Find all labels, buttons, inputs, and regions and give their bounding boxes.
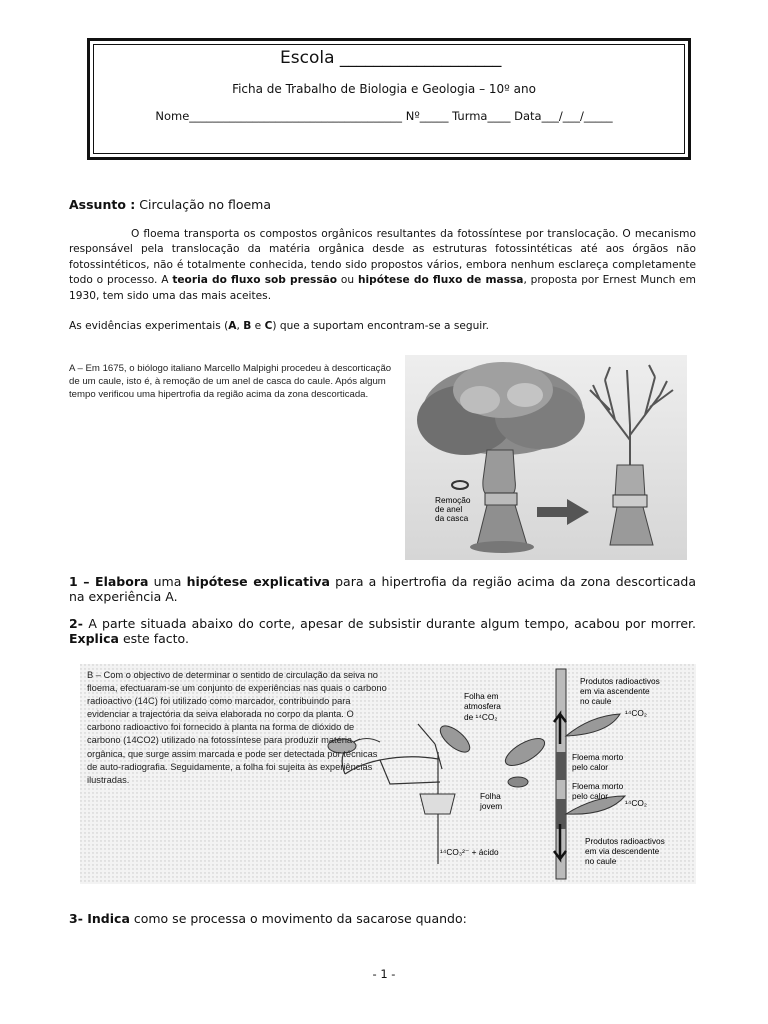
label-folha-em: Folha em [464, 691, 499, 701]
subject-line [69, 197, 271, 212]
label-prod-desc-3: no caule [585, 856, 617, 866]
label-co2-bottom: ¹⁴CO₂ [625, 798, 647, 808]
label-folha: Folha [480, 791, 501, 801]
q1-number: 1 – [69, 574, 96, 589]
q2-text-2: este facto. [118, 631, 189, 646]
label-prod-asc-1: Produtos radioactivos [580, 676, 660, 686]
figure-a-trees-illustration [405, 355, 687, 560]
figure-b-text: B – Com o objectivo de determinar o sentido de circulação da seiva no floema, efectuaram-se um conjunto de experiências nas quais o carbono radioactivo (14C) foi utilizado como marcador, contribuindo para evidenciar a trajectória da seiva elaborada no corpo da planta. O carbono radioactivo foi fornecido à planta na forma de dióxido de carbono (14CO2) utilizado na fotossíntese para produzir matéria orgânica, que surge assim marcada e pode ser detectada por técnicas de auto-radiografia. Seguidamente, a folha foi sujeita às experiências ilustradas. [87, 670, 387, 785]
q1-bold-2: hipótese explicativa [186, 574, 330, 589]
subject-label: Assunto : [69, 197, 136, 212]
figure-a-text: A – Em 1675, o biólogo italiano Marcello Malpighi procedeu à descorticação de um caule, isto é, à remoção de um anel de casca do caule. Após algum tempo verificou uma hipertrofia da região acima da zona descorticada. [69, 363, 392, 401]
ring-removal-label-2: de anel [435, 504, 463, 514]
label-prod-desc-1: Produtos radioactivos [585, 836, 665, 846]
evidence-b: B [243, 320, 252, 332]
page-number: - 1 - [372, 967, 396, 981]
question-1 [69, 574, 696, 604]
evidence-c: C [264, 320, 273, 332]
label-co2-top: ¹⁴CO₂ [625, 708, 647, 718]
evidence-text-2: ) que a suportam encontram-se a seguir. [272, 320, 489, 332]
label-prod-asc-2: em via ascendente [580, 686, 650, 696]
intro-bold-theory: teoria do fluxo sob pressão [172, 274, 338, 287]
label-jovem: jovem [480, 801, 503, 811]
label-floema-morto-1: Floema morto [572, 752, 624, 762]
intro-text-3: , proposta por Ernest Munch em 1930, tem sido uma das mais aceites. [69, 274, 696, 302]
evidence-a: A [228, 320, 237, 332]
label-floema-morto-4: pelo calor [572, 791, 608, 801]
school-field: Escola ___________________ [280, 48, 502, 68]
evidence-sep-1: , [236, 320, 244, 332]
ring-removal-label-1: Remoção [435, 495, 471, 505]
label-de14co2: de ¹⁴CO₂ [464, 712, 498, 722]
evidence-line [69, 320, 489, 332]
q2-number: 2- [69, 616, 89, 631]
q3-text-1: como se processa o movimento da sacarose quando: [129, 911, 467, 926]
worksheet-title: Ficha de Trabalho de Biologia e Geologia – 10º ano [232, 82, 536, 96]
label-atmosfera: atmosfera [464, 701, 501, 711]
label-floema-morto-3: Floema morto [572, 781, 624, 791]
q1-text-1: uma [148, 574, 187, 589]
q1-bold-1: Elabora [95, 574, 149, 589]
q2-text-1: A parte situada abaixo do corte, apesar de subsistir durante algum tempo, acabou por morrer. [88, 616, 696, 631]
ring-removal-label-3: da casca [435, 513, 469, 523]
young-leaf-icon [508, 777, 528, 787]
intro-bold-hypothesis: hipótese do fluxo de massa [357, 274, 524, 287]
q1-text-2: para a hipertrofia da região acima da zona descorticada na experiência A. [69, 574, 697, 604]
q2-bold-1: Explica [69, 631, 119, 646]
label-floema-morto-2: pelo calor [572, 762, 608, 772]
q3-bold-1: Indica [87, 911, 130, 926]
label-acido: ¹⁴CO₃²⁻ + ácido [440, 847, 499, 857]
q3-number: 3- [69, 911, 88, 926]
student-fields: Nome_____________________________________ Nº_____ Turma____ Data___/___/_____ [155, 109, 613, 123]
question-3 [69, 911, 696, 926]
intro-paragraph [69, 227, 696, 304]
subject-value: Circulação no floema [139, 197, 272, 212]
intro-text-1: O floema transporta os compostos orgânicos resultantes da fotossíntese por translocação. O mecanismo responsável pela translocação da matéria orgânica desde as estruturas fotossintéticas até aos órgãos não fotossintéticos, não é totalmente conhecida, tendo sido propostos vários, embora nenhum esclareça completamente todo o processo. A [69, 228, 696, 287]
evidence-text-1: As evidências experimentais ( [69, 320, 229, 332]
evidence-sep-2: e [251, 320, 265, 332]
intro-text-2: ou [337, 274, 358, 287]
label-prod-desc-2: em via descendente [585, 846, 660, 856]
question-2 [69, 616, 696, 646]
label-prod-asc-3: no caule [580, 696, 612, 706]
